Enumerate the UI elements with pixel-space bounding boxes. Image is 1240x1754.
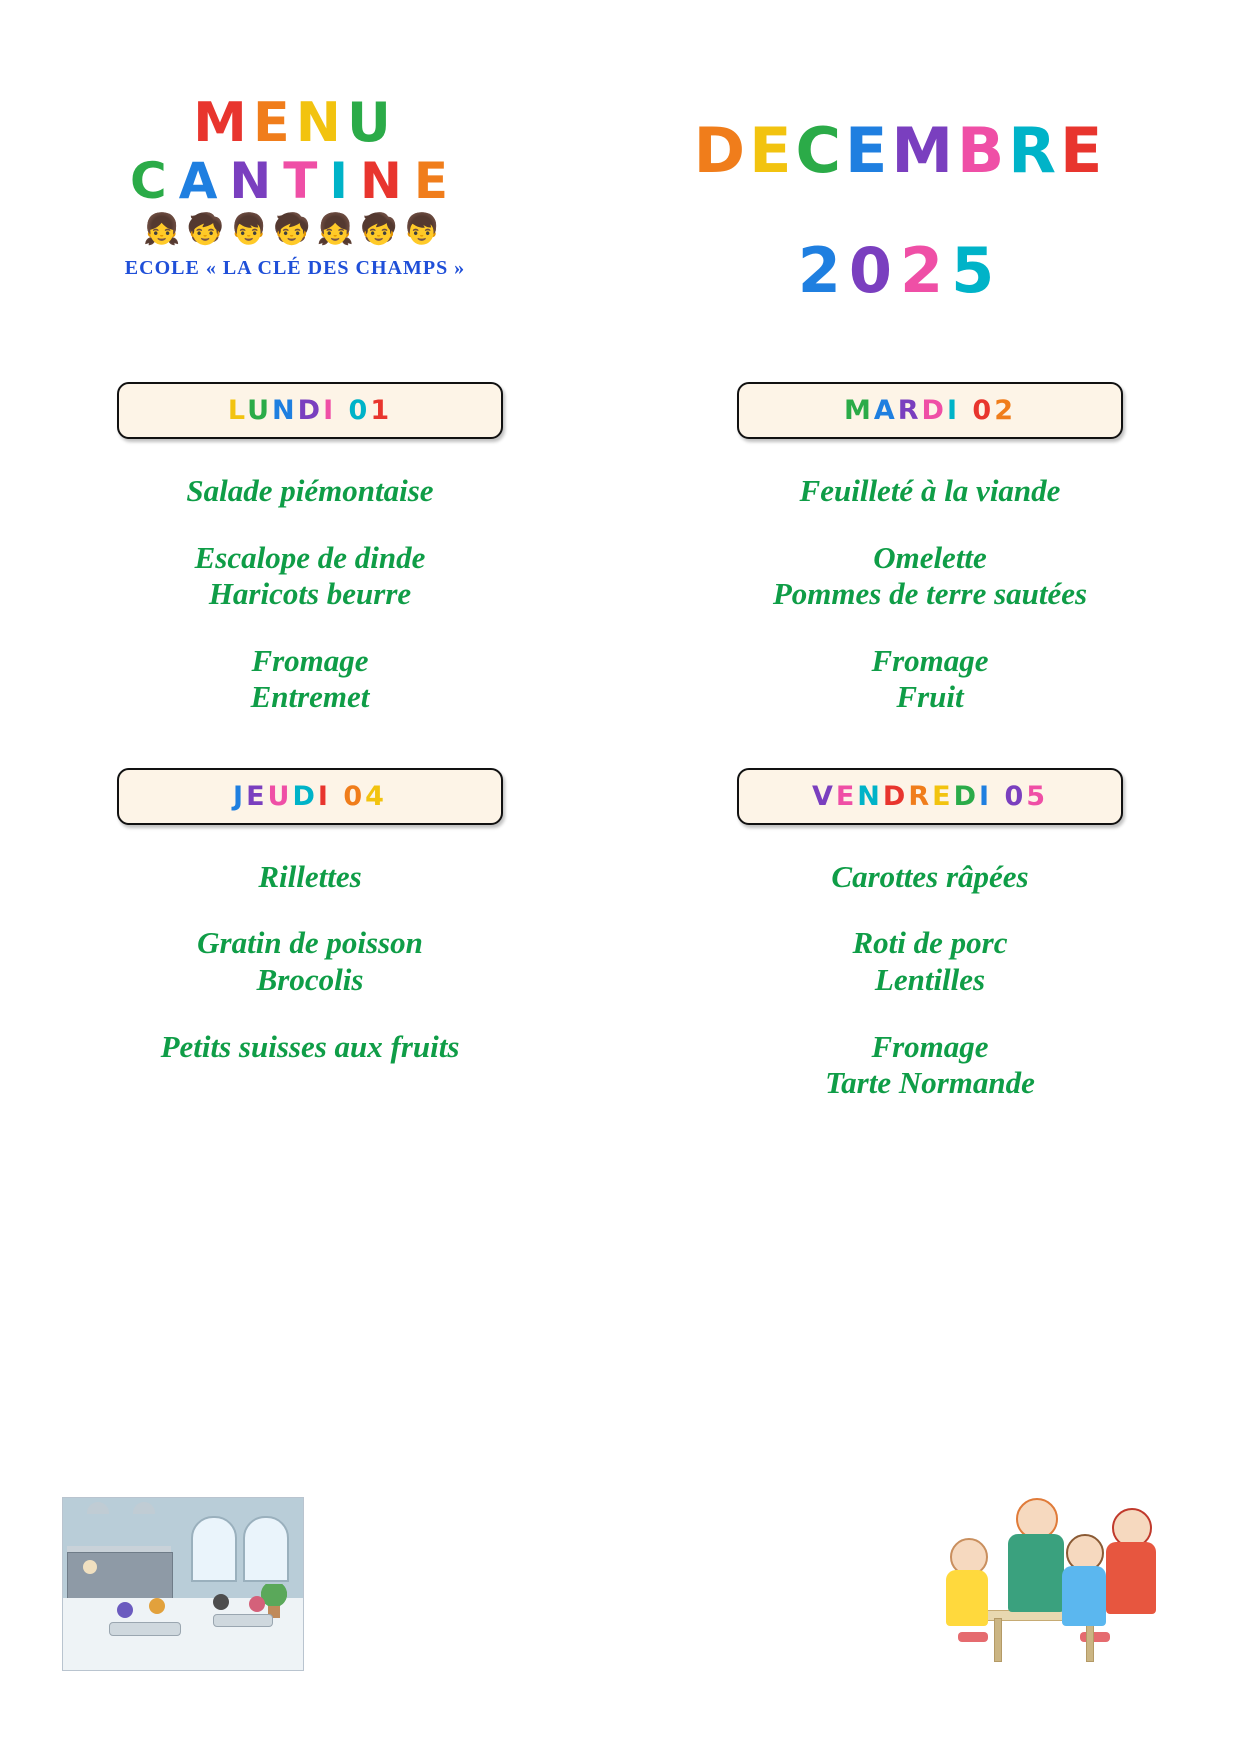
day-cell-vendredi <box>620 768 1240 1102</box>
canteen-window-icon <box>191 1516 237 1582</box>
canteen-table <box>213 1614 273 1627</box>
menu-course <box>660 643 1200 716</box>
school-name: ECOLE « LA CLÉ DES CHAMPS » <box>124 256 466 279</box>
menu-course <box>40 925 580 998</box>
day-badge-jeudi: JEUDI 04 <box>117 768 503 825</box>
table-leg <box>994 1618 1002 1662</box>
child-figure <box>149 1598 165 1614</box>
dishes-mardi <box>660 473 1200 716</box>
page-header <box>0 0 1240 307</box>
logo-cantine-word: CANTINE <box>130 151 460 210</box>
menu-course <box>40 473 580 510</box>
stool-icon <box>958 1632 988 1642</box>
menu-dish: Roti de porc <box>852 925 1008 961</box>
body <box>1106 1542 1156 1614</box>
dishes-vendredi <box>660 859 1200 1102</box>
child-figure <box>213 1594 229 1610</box>
menu-dish: Tarte Normande <box>825 1065 1035 1101</box>
menu-dish: Fromage <box>251 642 369 678</box>
child-figure <box>249 1596 265 1612</box>
school-logo <box>0 91 560 280</box>
canteen-counter <box>67 1552 173 1600</box>
month-title: DECEMBRE <box>693 114 1107 187</box>
menu-dish: Carottes râpées <box>831 858 1029 894</box>
menu-dish: Pommes de terre sautées <box>772 576 1088 612</box>
menu-course <box>660 473 1200 510</box>
child-figure <box>117 1602 133 1618</box>
menu-dish: Omelette <box>873 539 987 575</box>
menu-dish: Escalope de dinde <box>194 539 426 575</box>
menu-dish: Petits suisses aux fruits <box>160 1028 460 1064</box>
menu-course <box>40 859 580 896</box>
day-badge-lundi: LUNDI 01 <box>117 382 503 439</box>
menu-grid <box>0 382 1240 1102</box>
menu-course <box>40 643 580 716</box>
menu-dish: Gratin de poisson <box>197 925 423 961</box>
menu-course <box>660 1029 1200 1102</box>
adult-figure <box>83 1560 97 1574</box>
menu-course <box>660 859 1200 896</box>
menu-course <box>660 925 1200 998</box>
menu-course <box>40 1029 580 1066</box>
canteen-photo <box>62 1497 304 1671</box>
dishes-jeudi <box>40 859 580 1065</box>
day-cell-lundi <box>0 382 620 716</box>
menu-dish: Fromage <box>871 1028 989 1064</box>
dishes-lundi <box>40 473 580 716</box>
day-cell-jeudi <box>0 768 620 1102</box>
menu-course <box>40 540 580 613</box>
canteen-window-icon <box>243 1516 289 1582</box>
day-badge-mardi: MARDI 02 <box>737 382 1123 439</box>
year-title: 2025 <box>797 234 1003 307</box>
menu-dish: Brocolis <box>256 962 364 998</box>
title-block <box>560 95 1240 307</box>
menu-dish: Haricots beurre <box>208 576 412 612</box>
menu-dish: Fruit <box>896 679 964 715</box>
logo-menu-word: MENU <box>193 91 397 154</box>
day-cell-mardi <box>620 382 1240 716</box>
menu-dish: Entremet <box>250 679 370 715</box>
stool-icon <box>1080 1632 1110 1642</box>
body <box>1062 1566 1106 1626</box>
day-badge-vendredi: VENDREDI 05 <box>737 768 1123 825</box>
menu-dish: Feuilleté à la viande <box>799 473 1061 508</box>
canteen-table <box>109 1622 181 1636</box>
menu-dish: Salade piémontaise <box>186 473 434 508</box>
kids-illustration: 👧🧒👦🧒👧🧒👦 <box>143 212 447 246</box>
menu-course <box>660 540 1200 613</box>
children-eating-illustration <box>924 1482 1174 1682</box>
body <box>946 1570 988 1626</box>
menu-dish: Fromage <box>871 642 989 678</box>
body <box>1008 1534 1064 1612</box>
menu-dish: Lentilles <box>874 962 986 998</box>
menu-dish: Rillettes <box>258 858 362 894</box>
